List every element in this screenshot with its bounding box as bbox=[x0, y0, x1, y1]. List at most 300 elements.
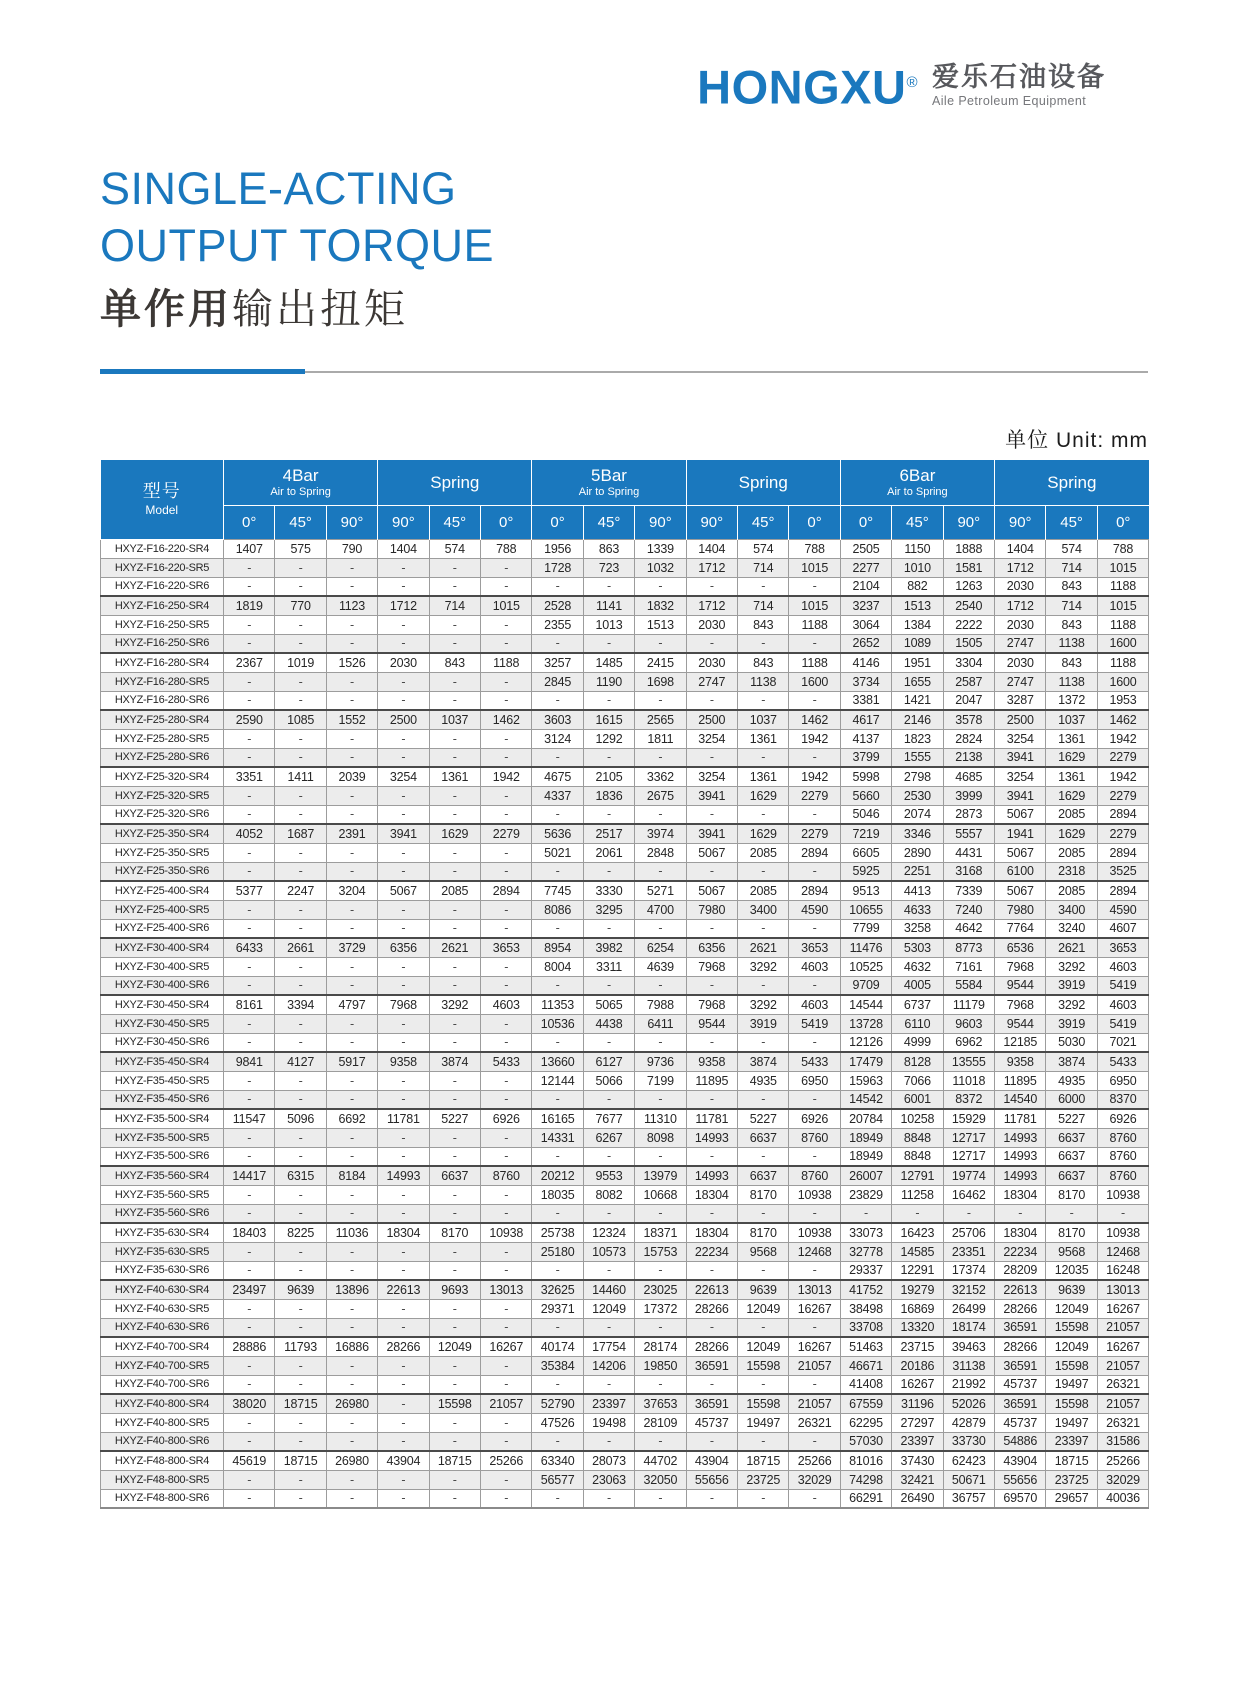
value-cell: 2894 bbox=[789, 881, 840, 900]
value-cell: 5419 bbox=[1097, 976, 1148, 995]
value-cell: 29337 bbox=[840, 1261, 891, 1280]
value-cell: 36591 bbox=[995, 1318, 1046, 1337]
degree-header-cell: 90° bbox=[378, 505, 429, 539]
value-cell: 4603 bbox=[480, 995, 531, 1014]
model-cell: HXYZ-F16-280-SR6 bbox=[101, 691, 224, 710]
value-cell: 54886 bbox=[995, 1432, 1046, 1451]
model-column-header bbox=[101, 460, 224, 539]
value-cell: 4413 bbox=[892, 881, 943, 900]
value-cell: - bbox=[275, 1033, 326, 1052]
value-cell: - bbox=[480, 1489, 531, 1508]
value-cell: - bbox=[275, 1014, 326, 1033]
value-cell: 18715 bbox=[275, 1394, 326, 1413]
value-cell: 2621 bbox=[738, 938, 789, 957]
value-cell: - bbox=[275, 1242, 326, 1261]
degree-header-cell: 45° bbox=[1046, 505, 1097, 539]
value-cell: - bbox=[429, 1432, 480, 1451]
model-cell: HXYZ-F25-320-SR4 bbox=[101, 767, 224, 786]
value-cell: - bbox=[1097, 1204, 1148, 1223]
value-cell: 13728 bbox=[840, 1014, 891, 1033]
value-cell: 714 bbox=[738, 558, 789, 577]
value-cell: 2355 bbox=[532, 615, 583, 634]
model-cell: HXYZ-F25-280-SR6 bbox=[101, 748, 224, 767]
value-cell: 1361 bbox=[738, 729, 789, 748]
model-cell: HXYZ-F16-220-SR6 bbox=[101, 577, 224, 596]
value-cell: 8760 bbox=[1097, 1128, 1148, 1147]
value-cell: - bbox=[326, 1033, 377, 1052]
value-cell: 6100 bbox=[995, 862, 1046, 881]
model-cell: HXYZ-F25-320-SR5 bbox=[101, 786, 224, 805]
table-row bbox=[101, 1375, 1149, 1394]
value-cell: 5433 bbox=[789, 1052, 840, 1071]
value-cell: - bbox=[480, 1242, 531, 1261]
model-cell: HXYZ-F25-350-SR6 bbox=[101, 862, 224, 881]
value-cell: 3254 bbox=[995, 767, 1046, 786]
table-row bbox=[101, 748, 1149, 767]
value-cell: 843 bbox=[1046, 577, 1097, 596]
value-cell: 8760 bbox=[789, 1166, 840, 1185]
value-cell: 6926 bbox=[1097, 1109, 1148, 1128]
value-cell: - bbox=[326, 1071, 377, 1090]
value-cell: 10938 bbox=[789, 1185, 840, 1204]
degree-header-cell: 45° bbox=[738, 505, 789, 539]
value-cell: - bbox=[429, 1375, 480, 1394]
value-cell: 42879 bbox=[943, 1413, 994, 1432]
value-cell: - bbox=[275, 634, 326, 653]
value-cell: - bbox=[738, 976, 789, 995]
value-cell: 1552 bbox=[326, 710, 377, 729]
model-cell: HXYZ-F25-280-SR4 bbox=[101, 710, 224, 729]
value-cell: 36591 bbox=[995, 1356, 1046, 1375]
value-cell: - bbox=[326, 1413, 377, 1432]
value-cell: 1015 bbox=[1097, 596, 1148, 615]
value-cell: 3258 bbox=[892, 919, 943, 938]
value-cell: 1953 bbox=[1097, 691, 1148, 710]
value-cell: - bbox=[326, 1489, 377, 1508]
value-cell: 8170 bbox=[429, 1223, 480, 1242]
value-cell: 1600 bbox=[789, 672, 840, 691]
value-cell: 3311 bbox=[583, 957, 634, 976]
table-row bbox=[101, 577, 1149, 596]
value-cell: - bbox=[480, 577, 531, 596]
value-cell: 7988 bbox=[635, 995, 686, 1014]
value-cell: 1404 bbox=[995, 539, 1046, 558]
value-cell: 8170 bbox=[1046, 1223, 1097, 1242]
value-cell: - bbox=[224, 843, 275, 862]
value-cell: 2621 bbox=[1046, 938, 1097, 957]
value-cell: - bbox=[224, 615, 275, 634]
value-cell: 18174 bbox=[943, 1318, 994, 1337]
value-cell: 62295 bbox=[840, 1413, 891, 1432]
value-cell: 2279 bbox=[1097, 786, 1148, 805]
value-cell: 3237 bbox=[840, 596, 891, 615]
value-cell: 2894 bbox=[789, 843, 840, 862]
value-cell: 788 bbox=[789, 539, 840, 558]
value-cell: 16267 bbox=[789, 1337, 840, 1356]
value-cell: 3240 bbox=[1046, 919, 1097, 938]
value-cell: - bbox=[892, 1204, 943, 1223]
value-cell: - bbox=[686, 1375, 737, 1394]
value-cell: 18949 bbox=[840, 1128, 891, 1147]
value-cell: - bbox=[378, 1090, 429, 1109]
value-cell: 28266 bbox=[686, 1337, 737, 1356]
value-cell: 9639 bbox=[275, 1280, 326, 1299]
degree-header-cell: 0° bbox=[532, 505, 583, 539]
value-cell: 22234 bbox=[995, 1242, 1046, 1261]
value-cell: 3304 bbox=[943, 653, 994, 672]
value-cell: 18304 bbox=[995, 1185, 1046, 1204]
value-cell: 8086 bbox=[532, 900, 583, 919]
value-cell: - bbox=[480, 615, 531, 634]
value-cell: 1942 bbox=[789, 729, 840, 748]
value-cell: 5917 bbox=[326, 1052, 377, 1071]
value-cell: 62423 bbox=[943, 1451, 994, 1470]
value-cell: - bbox=[429, 691, 480, 710]
value-cell: 32029 bbox=[1097, 1470, 1148, 1489]
value-cell: - bbox=[583, 748, 634, 767]
value-cell: - bbox=[532, 1489, 583, 1508]
value-cell: - bbox=[378, 1356, 429, 1375]
value-cell: 12468 bbox=[789, 1242, 840, 1261]
value-cell: 5433 bbox=[480, 1052, 531, 1071]
group-label: 4Bar bbox=[282, 466, 319, 486]
value-cell: - bbox=[326, 1147, 377, 1166]
value-cell: 16886 bbox=[326, 1337, 377, 1356]
value-cell: 12791 bbox=[892, 1166, 943, 1185]
value-cell: - bbox=[635, 1489, 686, 1508]
value-cell: - bbox=[326, 1375, 377, 1394]
value-cell: 63340 bbox=[532, 1451, 583, 1470]
value-cell: 1037 bbox=[429, 710, 480, 729]
value-cell: 3974 bbox=[635, 824, 686, 843]
table-row bbox=[101, 862, 1149, 881]
degree-header-cell: 45° bbox=[429, 505, 480, 539]
value-cell: - bbox=[275, 577, 326, 596]
value-cell: 2505 bbox=[840, 539, 891, 558]
value-cell: 2824 bbox=[943, 729, 994, 748]
table-row bbox=[101, 1394, 1149, 1413]
value-cell: 2530 bbox=[892, 786, 943, 805]
value-cell: 2500 bbox=[686, 710, 737, 729]
value-cell: 5021 bbox=[532, 843, 583, 862]
value-cell: 1138 bbox=[738, 672, 789, 691]
value-cell: 1015 bbox=[1097, 558, 1148, 577]
value-cell: - bbox=[275, 919, 326, 938]
value-cell: 1384 bbox=[892, 615, 943, 634]
model-cell: HXYZ-F48-800-SR5 bbox=[101, 1470, 224, 1489]
value-cell: - bbox=[378, 1394, 429, 1413]
value-cell: - bbox=[326, 957, 377, 976]
value-cell: 1832 bbox=[635, 596, 686, 615]
model-cell: HXYZ-F40-630-SR5 bbox=[101, 1299, 224, 1318]
value-cell: 6637 bbox=[1046, 1147, 1097, 1166]
value-cell: 11547 bbox=[224, 1109, 275, 1128]
value-cell: 7764 bbox=[995, 919, 1046, 938]
value-cell: 1712 bbox=[686, 596, 737, 615]
value-cell: 14417 bbox=[224, 1166, 275, 1185]
page-title bbox=[100, 160, 494, 334]
value-cell: - bbox=[275, 786, 326, 805]
value-cell: - bbox=[429, 1299, 480, 1318]
value-cell: - bbox=[378, 1204, 429, 1223]
group-sublabel: Air to Spring bbox=[270, 486, 331, 499]
value-cell: - bbox=[738, 1375, 789, 1394]
table-row bbox=[101, 672, 1149, 691]
value-cell: - bbox=[789, 1261, 840, 1280]
value-cell: 18949 bbox=[840, 1147, 891, 1166]
value-cell: 2279 bbox=[1097, 824, 1148, 843]
value-cell: - bbox=[224, 691, 275, 710]
model-cell: HXYZ-F35-560-SR4 bbox=[101, 1166, 224, 1185]
value-cell: 11258 bbox=[892, 1185, 943, 1204]
value-cell: 8170 bbox=[1046, 1185, 1097, 1204]
value-cell: - bbox=[480, 843, 531, 862]
value-cell: 11310 bbox=[635, 1109, 686, 1128]
value-cell: 6692 bbox=[326, 1109, 377, 1128]
value-cell: 6000 bbox=[1046, 1090, 1097, 1109]
value-cell: 9841 bbox=[224, 1052, 275, 1071]
value-cell: 15598 bbox=[1046, 1318, 1097, 1337]
value-cell: - bbox=[429, 1242, 480, 1261]
value-cell: 1956 bbox=[532, 539, 583, 558]
value-cell: 4603 bbox=[1097, 995, 1148, 1014]
value-cell: - bbox=[275, 1185, 326, 1204]
value-cell: - bbox=[224, 862, 275, 881]
value-cell: - bbox=[480, 1071, 531, 1090]
value-cell: - bbox=[378, 1033, 429, 1052]
value-cell: - bbox=[224, 1432, 275, 1451]
value-cell: - bbox=[635, 748, 686, 767]
value-cell: 3400 bbox=[738, 900, 789, 919]
model-header-chinese: 型号 bbox=[142, 481, 181, 502]
model-cell: HXYZ-F35-500-SR4 bbox=[101, 1109, 224, 1128]
value-cell: 2565 bbox=[635, 710, 686, 729]
value-cell: 23025 bbox=[635, 1280, 686, 1299]
value-cell: 3874 bbox=[429, 1052, 480, 1071]
value-cell: - bbox=[789, 577, 840, 596]
value-cell: 7677 bbox=[583, 1109, 634, 1128]
value-cell: - bbox=[378, 1318, 429, 1337]
value-cell: 41408 bbox=[840, 1375, 891, 1394]
value-cell: 5067 bbox=[378, 881, 429, 900]
value-cell: 2030 bbox=[995, 577, 1046, 596]
value-cell: 3999 bbox=[943, 786, 994, 805]
value-cell: 3168 bbox=[943, 862, 994, 881]
value-cell: - bbox=[224, 1090, 275, 1109]
value-cell: 4146 bbox=[840, 653, 891, 672]
value-cell: - bbox=[635, 919, 686, 938]
model-cell: HXYZ-F48-800-SR6 bbox=[101, 1489, 224, 1508]
model-cell: HXYZ-F40-630-SR6 bbox=[101, 1318, 224, 1337]
value-cell: - bbox=[275, 1318, 326, 1337]
model-cell: HXYZ-F25-350-SR4 bbox=[101, 824, 224, 843]
table-row bbox=[101, 1413, 1149, 1432]
group-label: Spring bbox=[738, 472, 788, 492]
value-cell: 3874 bbox=[1046, 1052, 1097, 1071]
value-cell: 5067 bbox=[995, 881, 1046, 900]
value-cell: - bbox=[686, 1489, 737, 1508]
value-cell: - bbox=[686, 1432, 737, 1451]
value-cell: 25266 bbox=[789, 1451, 840, 1470]
value-cell: 8760 bbox=[1097, 1166, 1148, 1185]
table-row bbox=[101, 1261, 1149, 1280]
value-cell: 2500 bbox=[995, 710, 1046, 729]
value-cell: - bbox=[686, 919, 737, 938]
value-cell: 1361 bbox=[429, 767, 480, 786]
model-cell: HXYZ-F25-350-SR5 bbox=[101, 843, 224, 862]
value-cell: 67559 bbox=[840, 1394, 891, 1413]
value-cell: - bbox=[532, 1318, 583, 1337]
value-cell: 15598 bbox=[1046, 1394, 1097, 1413]
value-cell: - bbox=[738, 1318, 789, 1337]
value-cell: 790 bbox=[326, 539, 377, 558]
value-cell: 5227 bbox=[429, 1109, 480, 1128]
value-cell: - bbox=[224, 1242, 275, 1261]
value-cell: 33730 bbox=[943, 1432, 994, 1451]
value-cell: 1462 bbox=[480, 710, 531, 729]
value-cell: 6637 bbox=[429, 1166, 480, 1185]
value-cell: 16267 bbox=[892, 1375, 943, 1394]
value-cell: - bbox=[224, 900, 275, 919]
value-cell: - bbox=[686, 1261, 737, 1280]
value-cell: - bbox=[738, 919, 789, 938]
value-cell: 8184 bbox=[326, 1166, 377, 1185]
value-cell: - bbox=[532, 1204, 583, 1223]
value-cell: - bbox=[429, 558, 480, 577]
value-cell: 3653 bbox=[480, 938, 531, 957]
degree-header-cell: 45° bbox=[583, 505, 634, 539]
value-cell: - bbox=[429, 1128, 480, 1147]
value-cell: 28073 bbox=[583, 1451, 634, 1470]
brand-logo bbox=[697, 58, 1106, 113]
value-cell: 12185 bbox=[995, 1033, 1046, 1052]
value-cell: - bbox=[275, 615, 326, 634]
value-cell: 2146 bbox=[892, 710, 943, 729]
value-cell: 12717 bbox=[943, 1147, 994, 1166]
value-cell: 10536 bbox=[532, 1014, 583, 1033]
value-cell: 7219 bbox=[840, 824, 891, 843]
value-cell: - bbox=[275, 1413, 326, 1432]
value-cell: 11781 bbox=[378, 1109, 429, 1128]
value-cell: - bbox=[686, 976, 737, 995]
value-cell: 6926 bbox=[789, 1109, 840, 1128]
value-cell: 13013 bbox=[480, 1280, 531, 1299]
value-cell: 37653 bbox=[635, 1394, 686, 1413]
value-cell: 12049 bbox=[1046, 1299, 1097, 1318]
value-cell: 3400 bbox=[1046, 900, 1097, 919]
value-cell: - bbox=[480, 1204, 531, 1223]
value-cell: - bbox=[738, 1204, 789, 1223]
value-cell: 17374 bbox=[943, 1261, 994, 1280]
value-cell: 3292 bbox=[1046, 995, 1097, 1014]
value-cell: 1615 bbox=[583, 710, 634, 729]
value-cell: 2222 bbox=[943, 615, 994, 634]
value-cell: 1361 bbox=[1046, 767, 1097, 786]
value-cell: - bbox=[275, 976, 326, 995]
value-cell: - bbox=[789, 919, 840, 938]
value-cell: - bbox=[224, 1470, 275, 1489]
value-cell: 6605 bbox=[840, 843, 891, 862]
value-cell: - bbox=[738, 1033, 789, 1052]
value-cell: - bbox=[480, 672, 531, 691]
value-cell: 1712 bbox=[995, 596, 1046, 615]
value-cell: - bbox=[326, 748, 377, 767]
value-cell: 3799 bbox=[840, 748, 891, 767]
value-cell: - bbox=[429, 1147, 480, 1166]
model-cell: HXYZ-F48-800-SR4 bbox=[101, 1451, 224, 1470]
value-cell: - bbox=[686, 691, 737, 710]
value-cell: 4438 bbox=[583, 1014, 634, 1033]
value-cell: 8170 bbox=[738, 1223, 789, 1242]
value-cell: - bbox=[275, 1204, 326, 1223]
value-cell: - bbox=[224, 1147, 275, 1166]
model-cell: HXYZ-F35-630-SR6 bbox=[101, 1261, 224, 1280]
value-cell: - bbox=[635, 805, 686, 824]
value-cell: - bbox=[583, 577, 634, 596]
table-row bbox=[101, 995, 1149, 1014]
value-cell: 7968 bbox=[995, 995, 1046, 1014]
value-cell: 574 bbox=[1046, 539, 1097, 558]
value-cell: 46671 bbox=[840, 1356, 891, 1375]
value-cell: 2104 bbox=[840, 577, 891, 596]
degree-header-row bbox=[101, 505, 1149, 539]
value-cell: 8225 bbox=[275, 1223, 326, 1242]
value-cell: 3124 bbox=[532, 729, 583, 748]
value-cell: - bbox=[326, 862, 377, 881]
degree-header-cell: 90° bbox=[943, 505, 994, 539]
value-cell: - bbox=[378, 1128, 429, 1147]
value-cell: - bbox=[326, 1090, 377, 1109]
table-row bbox=[101, 786, 1149, 805]
value-cell: - bbox=[583, 1318, 634, 1337]
value-cell: 2517 bbox=[583, 824, 634, 843]
value-cell: - bbox=[532, 976, 583, 995]
value-cell: 843 bbox=[1046, 653, 1097, 672]
page-title-chinese-bold: 单作用 bbox=[100, 286, 232, 332]
value-cell: 8161 bbox=[224, 995, 275, 1014]
value-cell: 574 bbox=[429, 539, 480, 558]
value-cell: - bbox=[224, 957, 275, 976]
model-cell: HXYZ-F40-800-SR4 bbox=[101, 1394, 224, 1413]
value-cell: 6637 bbox=[1046, 1166, 1097, 1185]
value-cell: 17754 bbox=[583, 1337, 634, 1356]
value-cell: - bbox=[635, 1204, 686, 1223]
value-cell: - bbox=[532, 805, 583, 824]
value-cell: 5419 bbox=[1097, 1014, 1148, 1033]
value-cell: - bbox=[635, 1432, 686, 1451]
model-cell: HXYZ-F25-400-SR5 bbox=[101, 900, 224, 919]
model-cell: HXYZ-F16-220-SR4 bbox=[101, 539, 224, 558]
group-header-4bar bbox=[224, 460, 378, 505]
value-cell: - bbox=[378, 900, 429, 919]
value-cell: - bbox=[429, 1261, 480, 1280]
value-cell: 1188 bbox=[789, 653, 840, 672]
value-cell: 13013 bbox=[789, 1280, 840, 1299]
value-cell: 18304 bbox=[686, 1223, 737, 1242]
value-cell: 36591 bbox=[686, 1356, 737, 1375]
value-cell: - bbox=[378, 862, 429, 881]
value-cell: 1372 bbox=[1046, 691, 1097, 710]
value-cell: - bbox=[480, 1470, 531, 1489]
value-cell: - bbox=[480, 957, 531, 976]
value-cell: - bbox=[378, 691, 429, 710]
value-cell: 22613 bbox=[686, 1280, 737, 1299]
value-cell: 36591 bbox=[686, 1394, 737, 1413]
value-cell: 1629 bbox=[738, 824, 789, 843]
value-cell: - bbox=[943, 1204, 994, 1223]
value-cell: 15963 bbox=[840, 1071, 891, 1090]
value-cell: 575 bbox=[275, 539, 326, 558]
